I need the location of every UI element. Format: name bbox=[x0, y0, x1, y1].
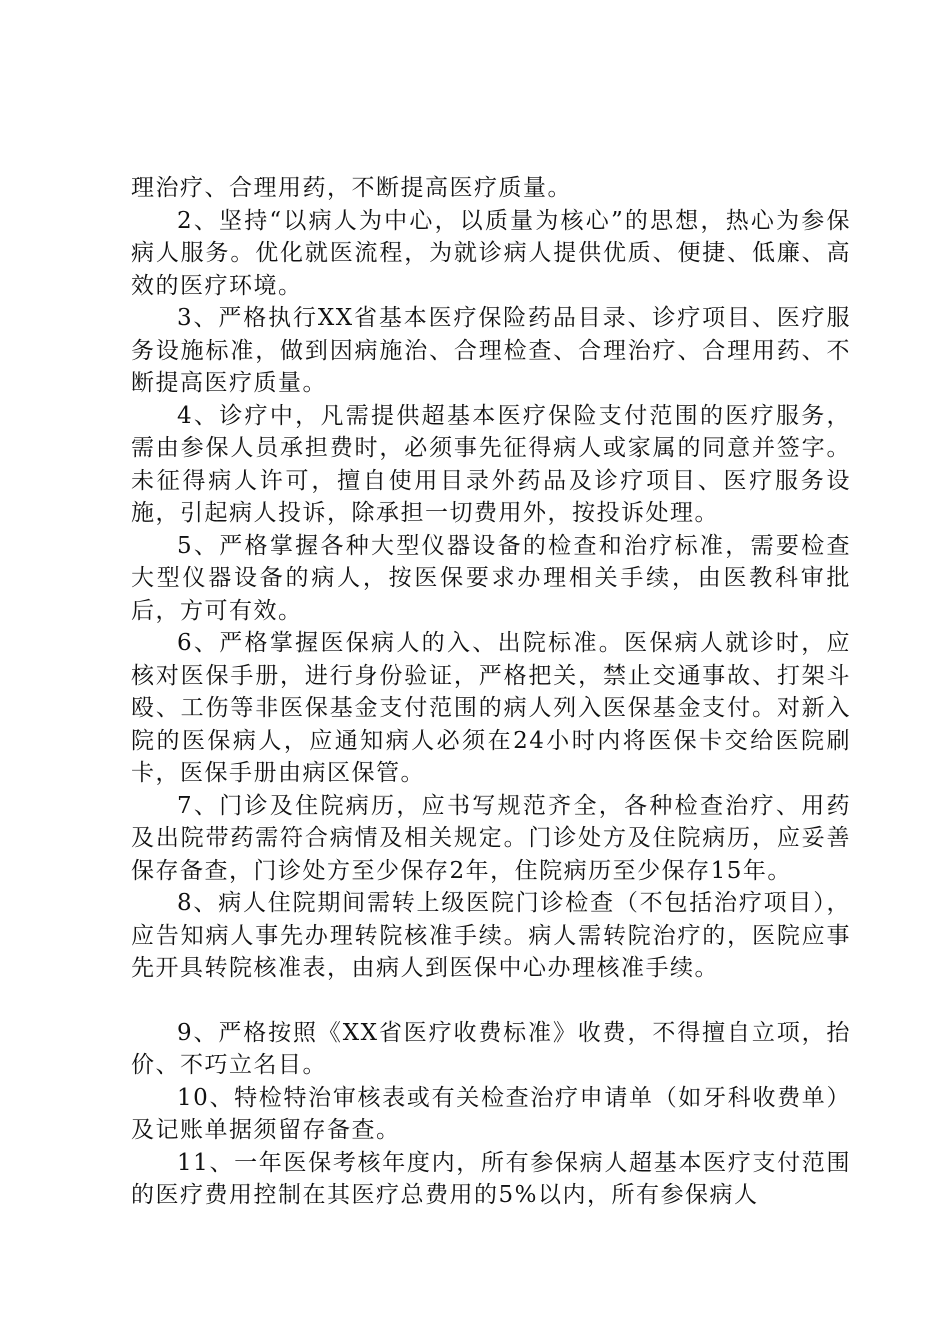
paragraph-item-2: 2、坚持“以病人为中心，以质量为核心”的思想，热心为参保病人服务。优化就医流程，为就诊病人提供优质、便捷、低廉、高效的医疗环境。 bbox=[131, 207, 851, 299]
paragraph-item-5: 5、严格掌握各种大型仪器设备的检查和治疗标准，需要检查大型仪器设备的病人，按医保要求办理相关手续，由医教科审批后，方可有效。 bbox=[131, 532, 851, 624]
paragraph-item-11: 11、一年医保考核年度内，所有参保病人超基本医疗支付范围的医疗费用控制在其医疗总费用的5%以内，所有参保病人 bbox=[131, 1149, 851, 1208]
document-body bbox=[131, 172, 851, 1212]
paragraph-item-9: 9、严格按照《XX省医疗收费标准》收费，不得擅自立项，抬价、不巧立名目。 bbox=[131, 1019, 851, 1078]
paragraph-item-8: 8、病人住院期间需转上级医院门诊检查（不包括治疗项目），应告知病人事先办理转院核准手续。病人需转院治疗的，医院应事先开具转院核准表，由病人到医保中心办理核准手续。 bbox=[131, 890, 851, 981]
paragraph-item-4: 4、诊疗中，凡需提供超基本医疗保险支付范围的医疗服务，需由参保人员承担费时，必须事先征得病人或家属的同意并签字。未征得病人许可，擅自使用目录外药品及诊疗项目、医疗服务设施，引起病人投诉，除承担一切费用外，按投诉处理。 bbox=[131, 402, 851, 526]
paragraph-continuation: 理治疗、合理用药，不断提高医疗质量。 bbox=[131, 175, 572, 201]
paragraph-item-10: 10、特检特治审核表或有关检查治疗申请单（如牙科收费单）及记账单据须留存备查。 bbox=[131, 1084, 851, 1143]
paragraph-item-3: 3、严格执行XX省基本医疗保险药品目录、诊疗项目、医疗服务设施标准，做到因病施治、合理检查、合理治疗、合理用药、不断提高医疗质量。 bbox=[131, 305, 851, 396]
paragraph-item-7: 7、门诊及住院病历，应书写规范齐全，各种检查治疗、用药及出院带药需符合病情及相关规定。门诊处方及住院病历，应妥善保存备查，门诊处方至少保存2年，住院病历至少保存15年。 bbox=[131, 792, 851, 884]
paragraph-item-6: 6、严格掌握医保病人的入、出院标准。医保病人就诊时，应核对医保手册，进行身份验证，严格把关，禁止交通事故、打架斗殴、工伤等非医保基金支付范围的病人列入医保基金支付。对新入院的医保病人，应通知病人必须在24小时内将医保卡交给医院刷卡，医保手册由病区保管。 bbox=[131, 630, 851, 786]
